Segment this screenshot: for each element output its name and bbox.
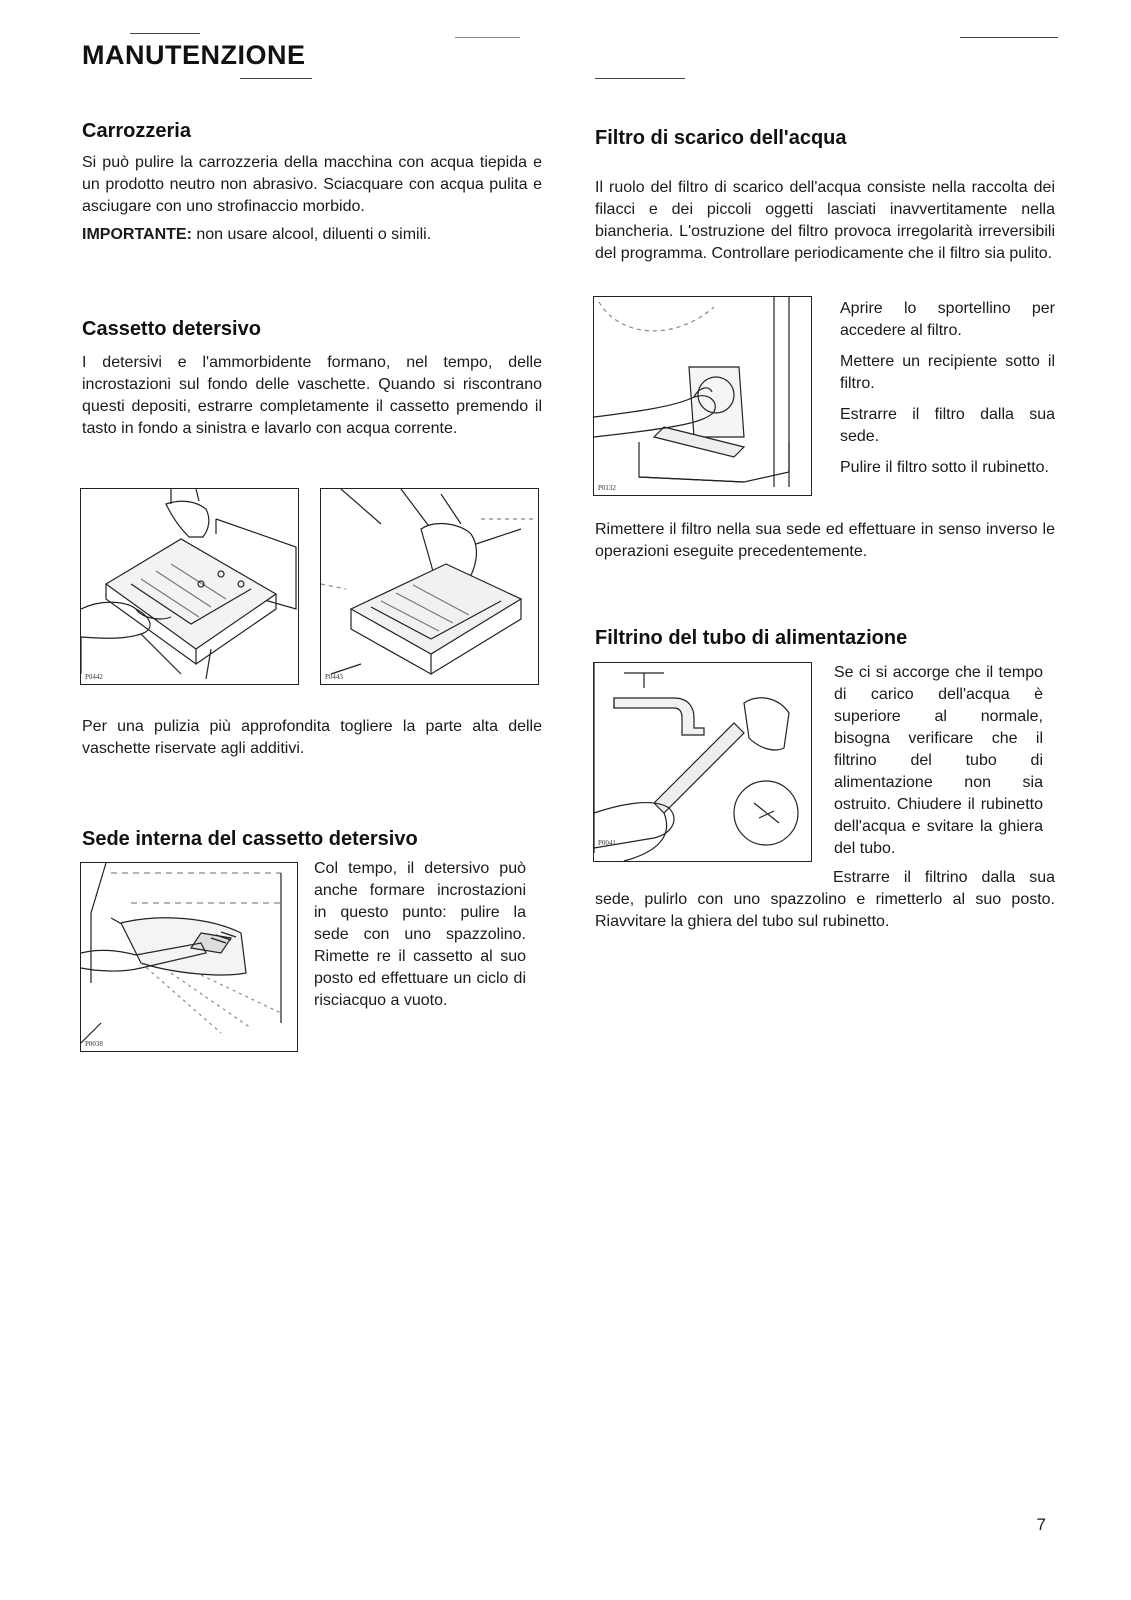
important-note	[82, 224, 542, 246]
carrozzeria-text-block	[82, 152, 542, 252]
section-title-cassetto: Cassetto detersivo	[82, 318, 261, 340]
section-title-filtro: Filtro di scarico dell'acqua	[595, 127, 847, 149]
figure-code-p0443: P0443	[325, 673, 343, 681]
filtrino-side-text: Se ci si accorge che il tempo di carico dell'acqua è superiore al normale, bisogna verificare che il filtrino del tubo di alimentazione non sia ostruito. Chiudere il rubinetto dell'acqua e svitare la ghiera del tubo.	[834, 664, 1043, 857]
section-title-carrozzeria: Carrozzeria	[82, 120, 191, 142]
figure-code-p0132: P0132	[598, 484, 616, 492]
figure-code-p0442: P0442	[85, 673, 103, 681]
drain-filter-illustration	[593, 296, 812, 496]
page-number: 7	[1036, 1515, 1046, 1534]
drawer-cleaning-illustration	[320, 488, 539, 685]
cassetto-after-text: Per una pulizia più approfondita togliere la parte alta delle vaschette riservate agli additivi.	[82, 718, 542, 757]
filtro-step-4: Pulire il filtro sotto il rubinetto.	[840, 459, 1049, 476]
carrozzeria-text: Si può pulire la carrozzeria della macchina con acqua tiepida e un prodotto neutro non abrasivo. Sciacquare con acqua pulita e asciugare con uno strofinaccio morbido.	[82, 154, 542, 215]
page-title: MANUTENZIONE	[82, 40, 306, 70]
section-title-sede: Sede interna del cassetto detersivo	[82, 828, 418, 850]
figure-code-p0041: P0041	[598, 839, 616, 847]
drawer-seat-cleaning-illustration	[80, 862, 298, 1052]
sede-text: Col tempo, il detersivo può anche formare incrostazioni in questo punto: pulire la sede con uno spazzolino. Rimette re il cassetto al suo posto ed effettuare un ciclo di risciacquo a vuoto.	[314, 860, 526, 1009]
cassetto-text: I detersivi e l'ammorbidente formano, nel tempo, delle incrostazioni sul fondo delle vaschette. Quando si riscontrano questi depositi, estrarre completamente il cassetto premendo il tasto in fondo a sinistra e lavarlo con acqua corrente.	[82, 354, 542, 437]
filtro-after-text: Rimettere il filtro nella sua sede ed effettuare in senso inverso le operazioni eseguite precedentemente.	[595, 521, 1055, 560]
filtro-step-3: Estrarre il filtro dalla sua sede.	[840, 406, 1055, 445]
filtro-step-2: Mettere un recipiente sotto il filtro.	[840, 353, 1055, 392]
filtro-steps	[840, 298, 1055, 488]
important-label: IMPORTANTE:	[82, 226, 192, 243]
figure-code-p0038: P0038	[85, 1040, 103, 1048]
section-title-filtrino: Filtrino del tubo di alimentazione	[595, 627, 908, 649]
drawer-removal-illustration	[80, 488, 299, 685]
filtro-text: Il ruolo del filtro di scarico dell'acqua consiste nella raccolta dei filacci e dei piccoli oggetti lasciati inavvertitamente nella biancheria. L'ostruzione del filtro provoca irregolarità irreversibili del programma. Controllare periodicamente che il filtro sia pulito.	[595, 179, 1055, 262]
filtro-step-1: Aprire lo sportellino per accedere al filtro.	[840, 300, 1055, 339]
filtrino-after-text: Estrarre il filtrino dalla sua sede, pulirlo con uno spazzolino e rimetterlo al suo posto. Riavvitare la ghiera del tubo sul rubinetto.	[595, 869, 1055, 930]
supply-hose-filter-illustration	[593, 662, 812, 862]
important-text: non usare alcool, diluenti o simili.	[191, 226, 432, 243]
